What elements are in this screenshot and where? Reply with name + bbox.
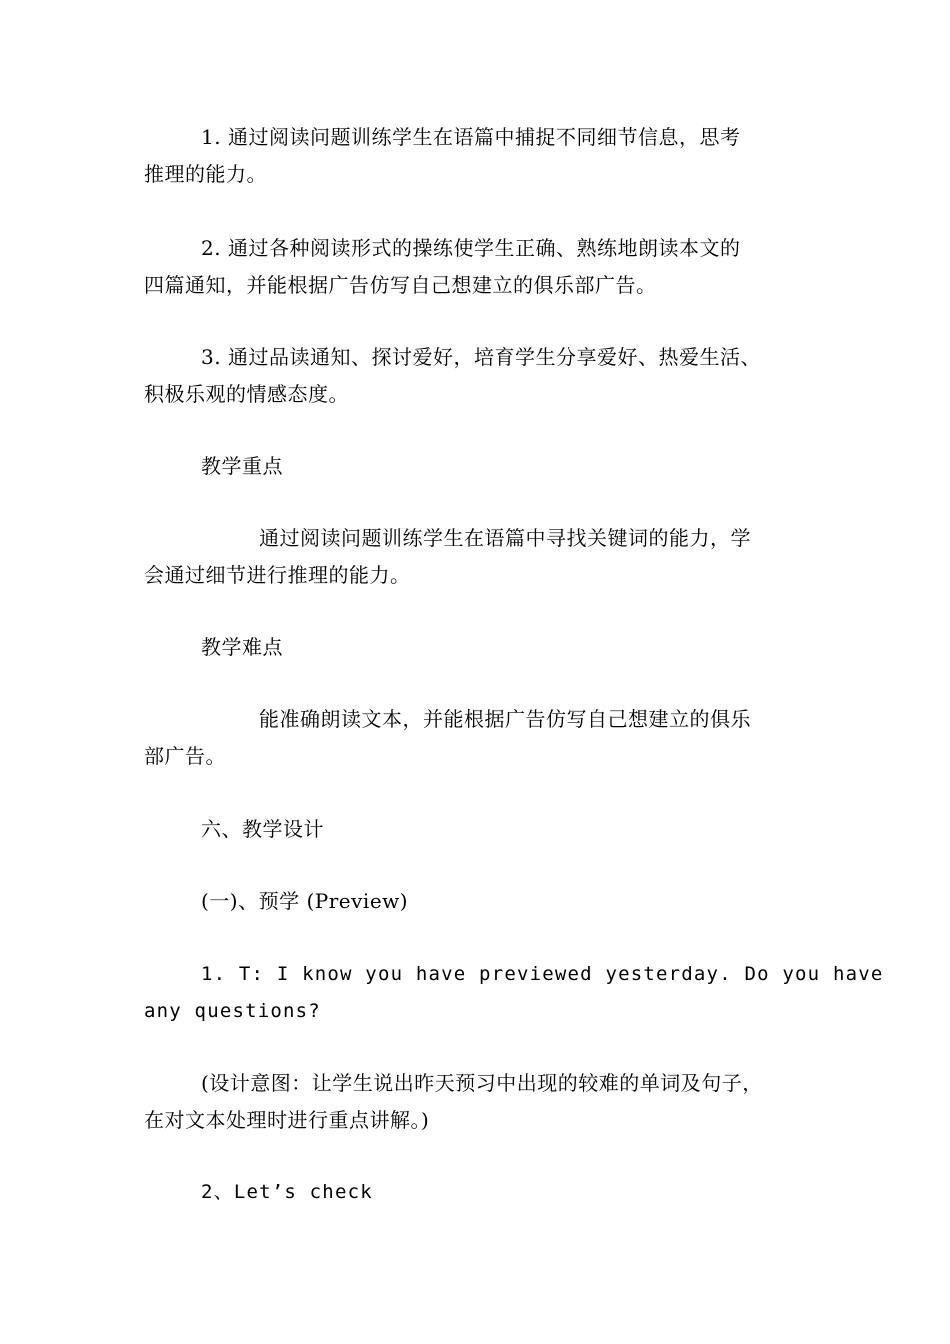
subsection-heading: (一)、预学 (Preview) (201, 889, 409, 913)
design-intent-line-2: 在对文本处理时进行重点讲解。) (144, 1108, 430, 1132)
difficulties-heading: 教学难点 (201, 635, 283, 659)
difficulties-line-2: 部广告。 (144, 744, 226, 768)
step-1-line-1: 1. T: I know you have previewed yesterday. Do you have (201, 963, 884, 985)
key-points-heading: 教学重点 (201, 454, 283, 478)
step-2-heading: 2、Let’s check (201, 1181, 373, 1203)
goal-1-line-1: 1. 通过阅读问题训练学生在语篇中捕捉不同细节信息，思考 (201, 125, 741, 149)
key-points-line-1: 通过阅读问题训练学生在语篇中寻找关键词的能力，学 (259, 526, 751, 550)
goal-2-line-2: 四篇通知，并能根据广告仿写自己想建立的俱乐部广告。 (144, 273, 657, 297)
goal-2-line-1: 2. 通过各种阅读形式的操练使学生正确、熟练地朗读本文的 (201, 236, 741, 260)
goal-3-line-2: 积极乐观的情感态度。 (144, 382, 349, 406)
goal-3-line-1: 3. 通过品读通知、探讨爱好，培育学生分享爱好、热爱生活、 (201, 345, 761, 369)
step-1-line-2: any questions? (144, 1000, 321, 1022)
section-heading: 六、教学设计 (201, 817, 324, 841)
difficulties-line-1: 能准确朗读文本，并能根据广告仿写自己想建立的俱乐 (259, 707, 751, 731)
key-points-line-2: 会通过细节进行推理的能力。 (144, 563, 411, 587)
goal-1-line-2: 推理的能力。 (144, 162, 267, 186)
design-intent-line-1: (设计意图：让学生说出昨天预习中出现的较难的单词及句子， (201, 1071, 763, 1095)
